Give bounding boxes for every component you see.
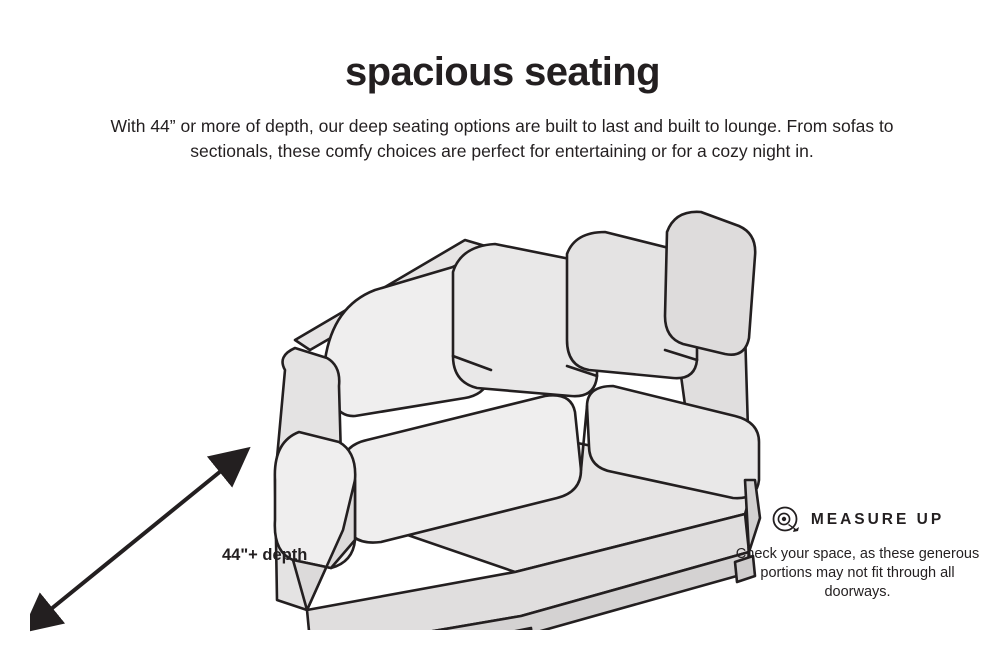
measure-up-body: Check your space, as these generous portions may not fit through all doorways. bbox=[735, 546, 980, 600]
measure-up-callout bbox=[735, 505, 980, 602]
page-title: spacious seating bbox=[345, 50, 660, 94]
depth-label: 44"+ depth bbox=[222, 546, 308, 564]
depth-dimension-arrow bbox=[30, 440, 260, 640]
measure-up-title: MEASURE UP bbox=[810, 511, 945, 528]
measuring-tape-icon bbox=[771, 505, 801, 535]
page-description: With 44” or more of depth, our deep seating options are built to last and built to lounge. From sofas to sectionals, these comfy choices are perfect for entertaining or for a cozy night in. bbox=[110, 116, 894, 161]
